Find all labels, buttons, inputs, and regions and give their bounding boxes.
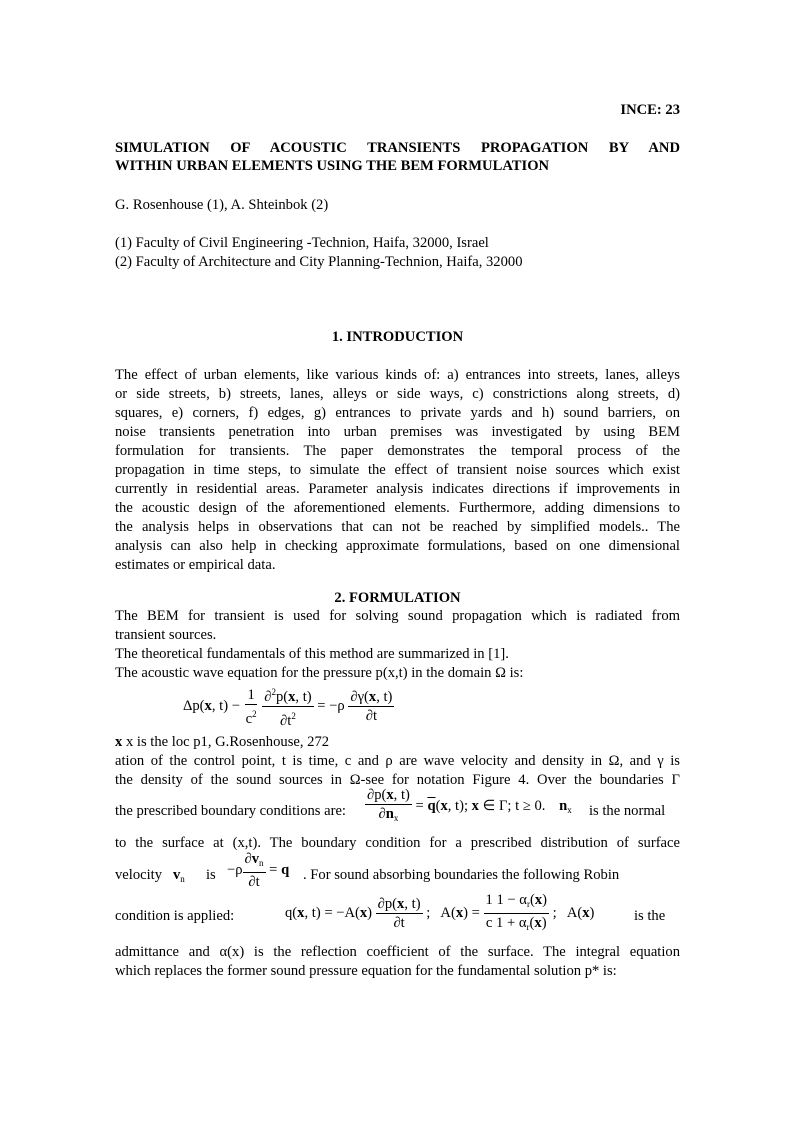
formulation-line: which replaces the former sound pressure equation for the fundamental solution p* is: [115, 963, 617, 979]
paper-reference: INCE: 23 [620, 102, 680, 118]
intro-line: propagation in time steps, to simulate the effect of transient noise sources which exist [115, 462, 680, 478]
boundary-condition-equation: $\frac{\partial p(x, t)}{\partial n_x}$ = $\overline{q}(x$, t); x ∈ Γ; t ≥ 0. $n_x$ [367, 787, 572, 823]
boundary-condition-prefix: the prescribed boundary conditions are: [115, 803, 346, 819]
section-heading-formulation: 2. FORMULATION [334, 590, 461, 606]
formulation-line: to the surface at (x,t). The boundary condition for a prescribed distribution of surface [115, 835, 680, 851]
condition-prefix: condition is applied: [115, 908, 235, 924]
intro-line: squares, e) corners, f) edges, g) entrances to private yards and h) sound barriers, on [115, 405, 680, 421]
paper-title-line-2: WITHIN URBAN ELEMENTS USING THE BEM FORMULATION [115, 158, 550, 174]
intro-line: currently in residential areas. Parameter analysis indicates directions if improvements in [115, 481, 680, 497]
intro-line: the analysis helps in observations that can not be reached by simplified models.. The [115, 519, 680, 535]
velocity-suffix: . For sound absorbing boundaries the following Robin [303, 867, 620, 883]
robin-condition-equation: q(x, t) = −A(x) $\frac{\partial p(x, t)}{\partial t}$ ; A(x) = $\frac{1 1 - \alpha_r(x)}{c 1 + \alpha_r(x)}$ ; A(x) [285, 892, 595, 932]
intro-line: The effect of urban elements, like various kinds of: a) entrances into streets, lanes, alleys [115, 367, 680, 383]
wave-equation: Δp(x, t) − $\frac{1}{c^2}$ $\frac{\partial^2p(x, t)}{\partial t^2}$ = −ρ $\frac{\partial\gamma(x, t)}{\partial t}$ [183, 683, 394, 730]
affiliation-1: (1) Faculty of Civil Engineering -Technion, Haifa, 32000, Israel [115, 235, 489, 251]
formulation-line: x x is the loc p1, G.Rosenhouse, 272 [115, 734, 330, 750]
section-heading-introduction: 1. INTRODUCTION [331, 329, 464, 345]
affiliation-2: (2) Faculty of Architecture and City Planning-Technion, Haifa, 32000 [115, 254, 523, 270]
boundary-condition-suffix: is the normal [589, 803, 666, 819]
velocity-prefix: velocity [115, 867, 163, 883]
intro-line: noise transients penetration into urban premises was investigated by using BEM [115, 424, 680, 440]
intro-line: or side streets, b) streets, lanes, alleys or side ways, c) constrictions along streets, d) [115, 386, 680, 402]
intro-line: estimates or empirical data. [115, 557, 276, 573]
formulation-line: the density of the sound sources in Ω-see for notation Figure 4. Over the boundaries Γ [115, 772, 680, 788]
location-text: x is the loc p1, G.Rosenhouse, 272 [125, 734, 330, 750]
velocity-is: is [206, 867, 216, 883]
formulation-line: The BEM for transient is used for solving sound propagation which is radiated from [115, 608, 680, 624]
authors: G. Rosenhouse (1), A. Shteinbok (2) [115, 197, 329, 213]
formulation-line: transient sources. [115, 627, 217, 643]
intro-line: analysis can also help in checking approximate formulations, based on one dimensional [115, 538, 680, 554]
paper-title-line-1: SIMULATION OF ACOUSTIC TRANSIENTS PROPAGATION BY AND [115, 140, 680, 156]
condition-suffix: is the [634, 908, 666, 924]
formulation-line: admittance and α(x) is the reflection coefficient of the surface. The integral equation [115, 944, 680, 960]
velocity-symbol: $v_n$ [173, 867, 185, 884]
formulation-line: ation of the control point, t is time, c and ρ are wave velocity and density in Ω, and γ is [115, 753, 680, 769]
intro-line: the acoustic design of the aforementioned elements. Furthermore, adding dimensions to [115, 500, 680, 516]
formulation-line: The theoretical fundamentals of this method are summarized in [1]. [115, 646, 509, 662]
formulation-line: The acoustic wave equation for the pressure p(x,t) in the domain Ω is: [115, 665, 524, 681]
velocity-equation: −ρ $\frac{\partial v_n}{\partial t}$ = q [227, 851, 290, 890]
intro-line: formulation for transients. The paper demonstrates the temporal process of the [115, 443, 680, 459]
